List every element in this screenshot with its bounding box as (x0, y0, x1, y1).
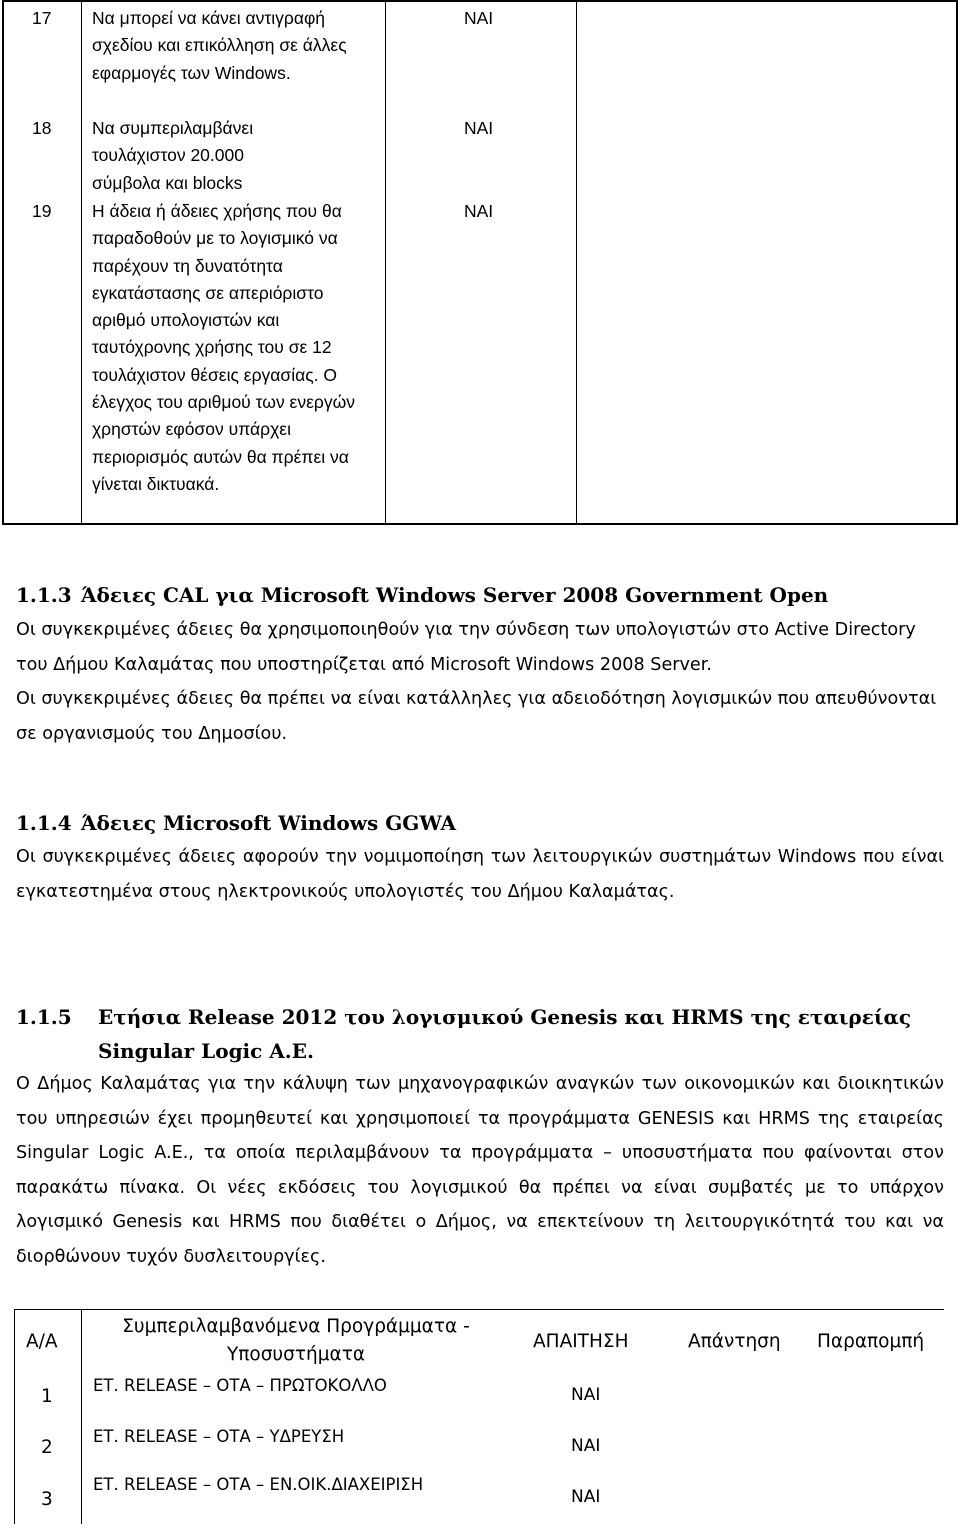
row-program: ΕΤ. RELEASE – ΟΤΑ – ΠΡΩΤΟΚΟΛΛΟ (93, 1376, 387, 1395)
table-row-num: 18 (32, 118, 52, 138)
row-number: 2 (41, 1437, 53, 1458)
section-paragraph: Οι συγκεκριμένες άδειες θα πρέπει να είναι κατάλληλες για αδειοδότηση λογισμικών που απευθύνονται σε οργανισμούς του Δημοσίου. (16, 689, 937, 744)
table-row-num: 19 (32, 201, 52, 221)
header-aa: Α/Α (26, 1331, 58, 1352)
table-row-text: Η άδεια ή άδειες χρήσης που θα παραδοθούν με το λογισμικό να παρέχουν τη δυνατότητα εγκατάστασης σε απεριόριστο αριθμό υπολογιστών και ταυτόχρονης χρήσης του σε 12 τουλάχιστον θέσεις εργασίας. Ο έλεγχος του αριθμού των ενεργών χρηστών εφόσον υπάρχει περιορισμός αυτών θα πρέπει να γίνεται δικτυακά. (92, 201, 356, 494)
section-number: 1.1.3 (16, 583, 72, 607)
table-row-answer: ΝΑΙ (464, 118, 494, 138)
table-row-answer: ΝΑΙ (464, 201, 494, 221)
section-paragraph: Οι συγκεκριμένες άδειες αφορούν την νομιμοποίηση των λειτουργικών συστημάτων Windows που είναι εγκατεστημένα στους ηλεκτρονικούς υπολογιστές του Δήμου Καλαμάτας. (16, 847, 944, 902)
header-answer: Απάντηση (688, 1331, 781, 1352)
section-paragraph: Οι συγκεκριμένες άδειες θα χρησιμοποιηθούν για την σύνδεση των υπολογιστών στο Active Directory του Δήμου Καλαμάτας που υποστηρίζεται από Microsoft Windows 2008 Server. (16, 620, 916, 675)
header-requirement: ΑΠΑΙΤΗΣΗ (533, 1331, 629, 1352)
section-number: 1.1.4 (16, 811, 72, 835)
section-title: Άδειες Microsoft Windows GGWA (81, 811, 457, 835)
row-program: ΕΤ. RELEASE – ΟΤΑ – ΥΔΡΕΥΣΗ (93, 1427, 345, 1446)
row-number: 1 (41, 1386, 53, 1407)
row-requirement: ΝΑΙ (571, 1436, 601, 1456)
row-number: 3 (41, 1489, 53, 1510)
section-title-continued: Singular Logic A.E. (98, 1039, 314, 1063)
section-number: 1.1.5 (16, 1005, 72, 1029)
table-row-text: Να μπορεί να κάνει αντιγραφή σχεδίου και επικόλληση σε άλλες εφαρμογές των Windows. (92, 8, 347, 83)
section-title: Ετήσια Release 2012 του λογισμικού Genesis και HRMS της εταιρείας (98, 1005, 912, 1029)
table-row-num: 17 (32, 8, 52, 28)
table-row-answer: ΝΑΙ (464, 8, 494, 28)
header-reference: Παραπομπή (817, 1331, 925, 1352)
header-programs: Συμπεριλαμβανόμενα Προγράμματα - Υποσυστήματα (122, 1316, 470, 1365)
table-row-text: Να συμπεριλαμβάνει τουλάχιστον 20.000 σύμβολα και blocks (92, 118, 254, 193)
section-title: Άδειες CAL για Microsoft Windows Server 2008 Government Open (81, 583, 829, 607)
row-requirement: ΝΑΙ (571, 1385, 601, 1405)
row-program: ΕΤ. RELEASE – ΟΤΑ – ΕΝ.ΟΙΚ.ΔΙΑΧΕΙΡΙΣΗ (93, 1475, 424, 1494)
row-requirement: ΝΑΙ (571, 1487, 601, 1507)
section-paragraph: Ο Δήμος Καλαμάτας για την κάλυψη των μηχανογραφικών αναγκών των οικονομικών και διοικητικών του υπηρεσιών έχει προμηθευτεί και χρησιμοποιεί τα προγράμματα GENESIS και HRMS της εταιρείας Singular Logic A.E., τα οποία περιλαμβάνουν τα προγράμματα – υποσυστήματα που φαίνονται στον παρακάτω πίνακα. Οι νέες εκδόσεις του λογισμικού θα πρέπει να είναι συμβατές με το υπάρχον λογισμικό Genesis και HRMS που διαθέτει ο Δήμος, να επεκτείνουν τη λειτουργικότητά του και να διορθώνουν τυχόν δυσλειτουργίες. (16, 1074, 944, 1267)
